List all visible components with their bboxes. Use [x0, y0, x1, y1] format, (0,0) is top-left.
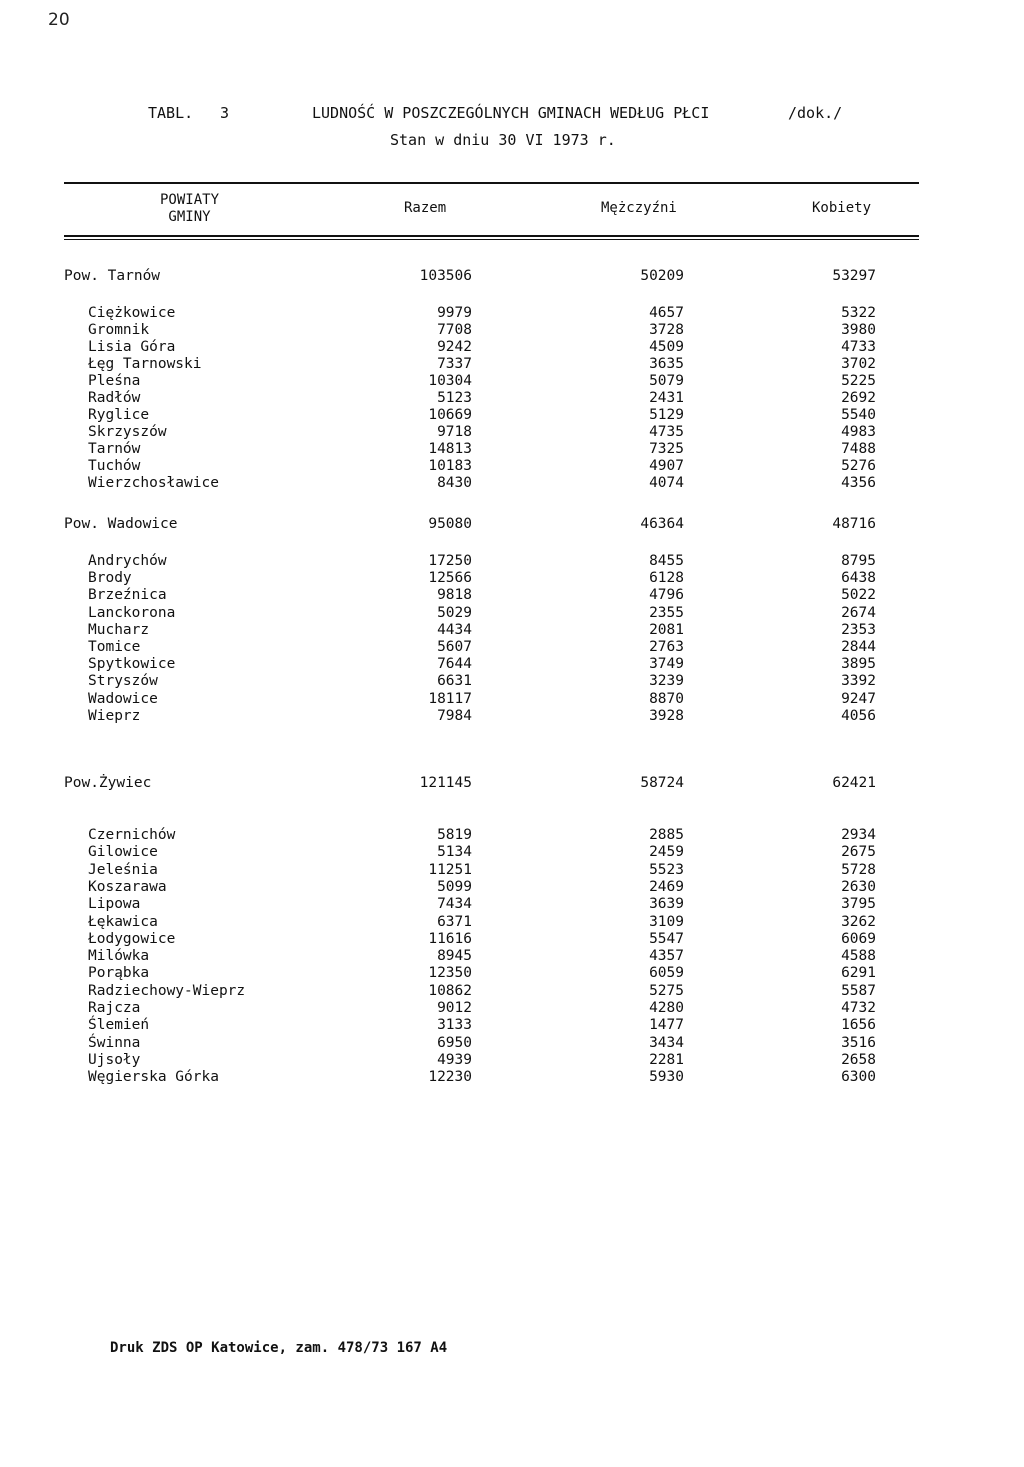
- table-row: [0, 553, 1024, 570]
- kobiety-cell: 2658: [841, 1052, 876, 1068]
- mezczyzni-cell: 1477: [649, 1017, 684, 1033]
- gmina-name: Świnna: [88, 1035, 141, 1051]
- mezczyzni-cell: 4657: [649, 305, 684, 321]
- kobiety-cell: 6291: [841, 965, 876, 981]
- gmina-name: Wieprz: [88, 708, 141, 724]
- razem-cell: 9718: [437, 424, 472, 440]
- kobiety-cell: 5728: [841, 862, 876, 878]
- gmina-name: Ciężkowice: [88, 305, 176, 321]
- mezczyzni-cell: 3434: [649, 1035, 684, 1051]
- mezczyzni-cell: 6059: [649, 965, 684, 981]
- powiat-row: [0, 268, 1024, 285]
- kobiety-cell: 3392: [841, 673, 876, 689]
- table-row: [0, 305, 1024, 322]
- table-title-suffix: /dok./: [788, 104, 843, 122]
- gmina-name: Radziechowy-Wieprz: [88, 983, 246, 999]
- gmina-name: Węgierska Górka: [88, 1069, 219, 1085]
- kobiety-cell: 2675: [841, 844, 876, 860]
- kobiety-cell: 4356: [841, 475, 876, 491]
- razem-cell: 5819: [437, 827, 472, 843]
- mezczyzni-cell: 5079: [649, 373, 684, 389]
- gmina-name: Gromnik: [88, 322, 150, 338]
- gmina-name: Ryglice: [88, 407, 150, 423]
- mezczyzni-cell: 3239: [649, 673, 684, 689]
- mezczyzni-cell: 46364: [640, 516, 684, 532]
- table-row: [0, 1035, 1024, 1052]
- razem-cell: 10862: [428, 983, 472, 999]
- mezczyzni-cell: 3639: [649, 896, 684, 912]
- mezczyzni-cell: 2431: [649, 390, 684, 406]
- page-number: 20: [48, 10, 70, 30]
- powiat-name: Pow. Wadowice: [64, 516, 178, 532]
- mezczyzni-cell: 2355: [649, 605, 684, 621]
- razem-cell: 12230: [428, 1069, 472, 1085]
- table-row: [0, 390, 1024, 407]
- kobiety-cell: 5587: [841, 983, 876, 999]
- gmina-name: Brzeźnica: [88, 587, 167, 603]
- gmina-name: Lipowa: [88, 896, 141, 912]
- table-row: [0, 1017, 1024, 1034]
- table-row: [0, 931, 1024, 948]
- table-row: [0, 441, 1024, 458]
- razem-cell: 3133: [437, 1017, 472, 1033]
- mezczyzni-cell: 2885: [649, 827, 684, 843]
- header-powiaty-gminy: [160, 192, 219, 226]
- gmina-name: Wadowice: [88, 691, 158, 707]
- table-row: [0, 424, 1024, 441]
- table-row: [0, 827, 1024, 844]
- table-row: [0, 407, 1024, 424]
- kobiety-cell: 6069: [841, 931, 876, 947]
- table-row: [0, 1052, 1024, 1069]
- table-row: [0, 605, 1024, 622]
- razem-cell: 5099: [437, 879, 472, 895]
- table-row: [0, 896, 1024, 913]
- gmina-name: Spytkowice: [88, 656, 176, 672]
- table-row: [0, 673, 1024, 690]
- kobiety-cell: 48716: [832, 516, 876, 532]
- table-row: [0, 322, 1024, 339]
- header-rule-thin: [64, 239, 919, 240]
- gmina-name: Koszarawa: [88, 879, 167, 895]
- table-row: [0, 639, 1024, 656]
- table-number: 3: [220, 104, 230, 122]
- razem-cell: 5134: [437, 844, 472, 860]
- razem-cell: 8430: [437, 475, 472, 491]
- razem-cell: 11616: [428, 931, 472, 947]
- kobiety-cell: 2630: [841, 879, 876, 895]
- kobiety-cell: 3702: [841, 356, 876, 372]
- kobiety-cell: 9247: [841, 691, 876, 707]
- table-row: [0, 844, 1024, 861]
- table-row: [0, 373, 1024, 390]
- kobiety-cell: 2934: [841, 827, 876, 843]
- header-mezczyzni: Mężczyźni: [601, 200, 677, 216]
- table-row: [0, 622, 1024, 639]
- mezczyzni-cell: 2081: [649, 622, 684, 638]
- razem-cell: 9979: [437, 305, 472, 321]
- kobiety-cell: 4588: [841, 948, 876, 964]
- table-row: [0, 914, 1024, 931]
- razem-cell: 12350: [428, 965, 472, 981]
- razem-cell: 12566: [428, 570, 472, 586]
- table-subtitle: Stan w dniu 30 VI 1973 r.: [390, 131, 616, 149]
- mezczyzni-cell: 6128: [649, 570, 684, 586]
- kobiety-cell: 4732: [841, 1000, 876, 1016]
- table-row: [0, 458, 1024, 475]
- gmina-name: Łodygowice: [88, 931, 176, 947]
- table-row: [0, 475, 1024, 492]
- table-row: [0, 862, 1024, 879]
- powiat-name: Pow. Tarnów: [64, 268, 161, 284]
- kobiety-cell: 2674: [841, 605, 876, 621]
- kobiety-cell: 53297: [832, 268, 876, 284]
- gmina-name: Radłów: [88, 390, 141, 406]
- mezczyzni-cell: 50209: [640, 268, 684, 284]
- table-row: [0, 656, 1024, 673]
- header-kobiety: Kobiety: [812, 200, 872, 216]
- kobiety-cell: 5322: [841, 305, 876, 321]
- kobiety-cell: 7488: [841, 441, 876, 457]
- razem-cell: 9242: [437, 339, 472, 355]
- razem-cell: 7337: [437, 356, 472, 372]
- top-rule: [64, 182, 919, 184]
- kobiety-cell: 5022: [841, 587, 876, 603]
- razem-cell: 4939: [437, 1052, 472, 1068]
- mezczyzni-cell: 5930: [649, 1069, 684, 1085]
- header-gminy: GMINY: [168, 209, 211, 225]
- kobiety-cell: 5276: [841, 458, 876, 474]
- kobiety-cell: 5540: [841, 407, 876, 423]
- kobiety-cell: 3262: [841, 914, 876, 930]
- mezczyzni-cell: 2469: [649, 879, 684, 895]
- kobiety-cell: 62421: [832, 775, 876, 791]
- gmina-name: Stryszów: [88, 673, 158, 689]
- razem-cell: 9012: [437, 1000, 472, 1016]
- mezczyzni-cell: 4357: [649, 948, 684, 964]
- kobiety-cell: 4733: [841, 339, 876, 355]
- mezczyzni-cell: 8870: [649, 691, 684, 707]
- mezczyzni-cell: 4907: [649, 458, 684, 474]
- razem-cell: 8945: [437, 948, 472, 964]
- mezczyzni-cell: 4074: [649, 475, 684, 491]
- gmina-name: Mucharz: [88, 622, 150, 638]
- gmina-name: Ślemień: [88, 1017, 150, 1033]
- razem-cell: 103506: [419, 268, 472, 284]
- gmina-name: Lisia Góra: [88, 339, 176, 355]
- table-row: [0, 339, 1024, 356]
- mezczyzni-cell: 4735: [649, 424, 684, 440]
- kobiety-cell: 3795: [841, 896, 876, 912]
- kobiety-cell: 4056: [841, 708, 876, 724]
- razem-cell: 6631: [437, 673, 472, 689]
- mezczyzni-cell: 2281: [649, 1052, 684, 1068]
- razem-cell: 121145: [419, 775, 472, 791]
- kobiety-cell: 6300: [841, 1069, 876, 1085]
- table-row: [0, 948, 1024, 965]
- mezczyzni-cell: 58724: [640, 775, 684, 791]
- gmina-name: Rajcza: [88, 1000, 141, 1016]
- powiat-name: Pow.Żywiec: [64, 775, 152, 791]
- razem-cell: 4434: [437, 622, 472, 638]
- razem-cell: 6371: [437, 914, 472, 930]
- table-row: [0, 587, 1024, 604]
- gmina-name: Lanckorona: [88, 605, 176, 621]
- razem-cell: 7644: [437, 656, 472, 672]
- print-footer: Druk ZDS OP Katowice, zam. 478/73 167 A4: [110, 1340, 448, 1356]
- gmina-name: Tarnów: [88, 441, 141, 457]
- kobiety-cell: 3980: [841, 322, 876, 338]
- mezczyzni-cell: 2459: [649, 844, 684, 860]
- razem-cell: 17250: [428, 553, 472, 569]
- table-row: [0, 570, 1024, 587]
- razem-cell: 6950: [437, 1035, 472, 1051]
- gmina-name: Łękawica: [88, 914, 158, 930]
- kobiety-cell: 8795: [841, 553, 876, 569]
- gmina-name: Łęg Tarnowski: [88, 356, 202, 372]
- gmina-name: Ujsoły: [88, 1052, 141, 1068]
- kobiety-cell: 3895: [841, 656, 876, 672]
- mezczyzni-cell: 5275: [649, 983, 684, 999]
- gmina-name: Milówka: [88, 948, 150, 964]
- table-label: TABL.: [148, 104, 194, 122]
- razem-cell: 14813: [428, 441, 472, 457]
- table-row: [0, 879, 1024, 896]
- mezczyzni-cell: 4796: [649, 587, 684, 603]
- razem-cell: 7434: [437, 896, 472, 912]
- table-row: [0, 1000, 1024, 1017]
- gmina-name: Andrychów: [88, 553, 167, 569]
- razem-cell: 10669: [428, 407, 472, 423]
- table-row: [0, 983, 1024, 1000]
- mezczyzni-cell: 5129: [649, 407, 684, 423]
- razem-cell: 5029: [437, 605, 472, 621]
- razem-cell: 11251: [428, 862, 472, 878]
- kobiety-cell: 3516: [841, 1035, 876, 1051]
- gmina-name: Wierzchosławice: [88, 475, 219, 491]
- powiat-row: [0, 516, 1024, 533]
- table-row: [0, 691, 1024, 708]
- gmina-name: Czernichów: [88, 827, 176, 843]
- razem-cell: 18117: [428, 691, 472, 707]
- mezczyzni-cell: 5523: [649, 862, 684, 878]
- mezczyzni-cell: 5547: [649, 931, 684, 947]
- mezczyzni-cell: 4509: [649, 339, 684, 355]
- table-row: [0, 708, 1024, 725]
- razem-cell: 7708: [437, 322, 472, 338]
- mezczyzni-cell: 3749: [649, 656, 684, 672]
- gmina-name: Pleśna: [88, 373, 141, 389]
- razem-cell: 5123: [437, 390, 472, 406]
- header-razem: Razem: [404, 200, 447, 216]
- razem-cell: 10304: [428, 373, 472, 389]
- kobiety-cell: 2844: [841, 639, 876, 655]
- kobiety-cell: 6438: [841, 570, 876, 586]
- gmina-name: Gilowice: [88, 844, 158, 860]
- kobiety-cell: 2353: [841, 622, 876, 638]
- mezczyzni-cell: 4280: [649, 1000, 684, 1016]
- table-row: [0, 356, 1024, 373]
- razem-cell: 95080: [428, 516, 472, 532]
- powiat-row: [0, 775, 1024, 792]
- kobiety-cell: 1656: [841, 1017, 876, 1033]
- table-row: [0, 1069, 1024, 1086]
- mezczyzni-cell: 3109: [649, 914, 684, 930]
- kobiety-cell: 5225: [841, 373, 876, 389]
- gmina-name: Jeleśnia: [88, 862, 158, 878]
- mezczyzni-cell: 3728: [649, 322, 684, 338]
- header-rule: [64, 235, 919, 237]
- header-powiaty: POWIATY: [160, 192, 220, 208]
- kobiety-cell: 2692: [841, 390, 876, 406]
- table-row: [0, 965, 1024, 982]
- razem-cell: 5607: [437, 639, 472, 655]
- razem-cell: 10183: [428, 458, 472, 474]
- kobiety-cell: 4983: [841, 424, 876, 440]
- mezczyzni-cell: 7325: [649, 441, 684, 457]
- table-title-text: LUDNOŚĆ W POSZCZEGÓLNYCH GMINACH WEDŁUG PŁCI: [312, 104, 710, 122]
- gmina-name: Tomice: [88, 639, 141, 655]
- mezczyzni-cell: 2763: [649, 639, 684, 655]
- razem-cell: 9818: [437, 587, 472, 603]
- gmina-name: Skrzyszów: [88, 424, 167, 440]
- mezczyzni-cell: 8455: [649, 553, 684, 569]
- gmina-name: Brody: [88, 570, 132, 586]
- mezczyzni-cell: 3928: [649, 708, 684, 724]
- gmina-name: Tuchów: [88, 458, 141, 474]
- gmina-name: Porąbka: [88, 965, 150, 981]
- mezczyzni-cell: 3635: [649, 356, 684, 372]
- razem-cell: 7984: [437, 708, 472, 724]
